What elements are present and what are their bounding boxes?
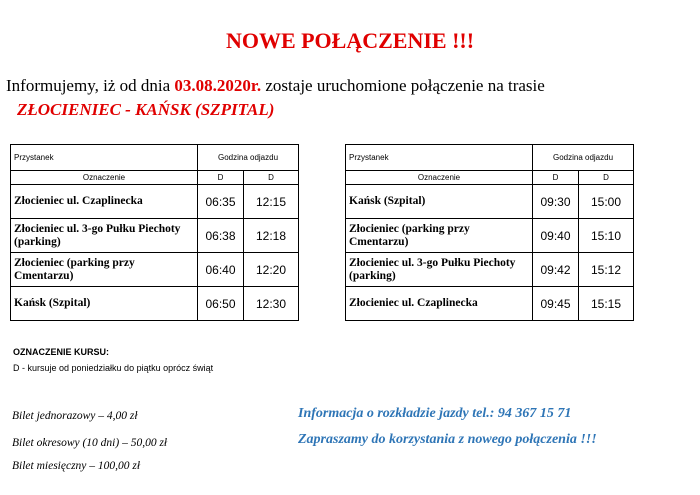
intro-before: Informujemy, iż od dnia [6, 76, 175, 95]
time-1: 09:42 [533, 253, 579, 287]
route-name: ZŁOCIENIEC - KAŃSK (SZPITAL) [17, 100, 275, 119]
course-code-text: D - kursuje od poniedziałku do piątku oprócz świąt [13, 363, 214, 373]
table-row [11, 219, 299, 253]
time-1: 06:38 [198, 219, 244, 253]
stop-name: Kańsk (Szpital) [346, 185, 533, 219]
table-row [346, 253, 634, 287]
page-title: NOWE POŁĄCZENIE !!! [225, 28, 475, 53]
code-header: Oznaczenie [11, 171, 198, 185]
stop-name: Złocieniec ul. Czaplinecka [11, 185, 198, 219]
time-2: 12:30 [244, 287, 299, 321]
stop-name: Złocieniec ul. 3-go Pułku Piechoty (parking) [11, 219, 198, 253]
intro-text [6, 76, 545, 96]
table-row [346, 287, 634, 321]
time-1: 09:40 [533, 219, 579, 253]
stop-header: Przystanek [346, 145, 533, 171]
time-2: 12:18 [244, 219, 299, 253]
departure-header: Godzina odjazdu [198, 145, 299, 171]
stop-name: Złocieniec (parking przy Cmentarzu) [346, 219, 533, 253]
timetable-right [345, 144, 634, 321]
time-2: 15:00 [579, 185, 634, 219]
stop-name: Złocieniec ul. 3-go Pułku Piechoty (parking) [346, 253, 533, 287]
table-row [346, 185, 634, 219]
time-2: 15:15 [579, 287, 634, 321]
info-phone: Informacja o rozkładzie jazdy tel.: 94 367 15 71 [298, 406, 572, 421]
code-row [11, 171, 299, 185]
header-row [346, 145, 634, 171]
time-2: 12:20 [244, 253, 299, 287]
code-d-2: D [244, 171, 299, 185]
intro-after: zostaje uruchomione połączenie na trasie [261, 76, 545, 95]
time-1: 06:50 [198, 287, 244, 321]
stop-name: Złocieniec ul. Czaplinecka [346, 287, 533, 321]
stop-name: Kańsk (Szpital) [11, 287, 198, 321]
info-invite: Zapraszamy do korzystania z nowego połączenia !!! [298, 432, 597, 447]
time-2: 15:10 [579, 219, 634, 253]
code-header: Oznaczenie [346, 171, 533, 185]
stop-header: Przystanek [11, 145, 198, 171]
stop-name: Złocieniec (parking przy Cmentarzu) [11, 253, 198, 287]
header-row [11, 145, 299, 171]
time-1: 09:30 [533, 185, 579, 219]
table-row [11, 287, 299, 321]
table-row [11, 185, 299, 219]
intro-date: 03.08.2020r. [174, 76, 262, 95]
table-row [346, 219, 634, 253]
price-period: Bilet okresowy (10 dni) – 50,00 zł [12, 437, 168, 449]
timetable-left [10, 144, 299, 321]
course-code-heading: OZNACZENIE KURSU: [13, 347, 109, 357]
time-1: 09:45 [533, 287, 579, 321]
code-d-1: D [533, 171, 579, 185]
time-1: 06:40 [198, 253, 244, 287]
time-1: 06:35 [198, 185, 244, 219]
time-2: 12:15 [244, 185, 299, 219]
code-d-2: D [579, 171, 634, 185]
departure-header: Godzina odjazdu [533, 145, 634, 171]
code-d-1: D [198, 171, 244, 185]
price-single: Bilet jednorazowy – 4,00 zł [12, 410, 138, 422]
price-monthly: Bilet miesięczny – 100,00 zł [12, 460, 141, 472]
table-row [11, 253, 299, 287]
code-row [346, 171, 634, 185]
time-2: 15:12 [579, 253, 634, 287]
